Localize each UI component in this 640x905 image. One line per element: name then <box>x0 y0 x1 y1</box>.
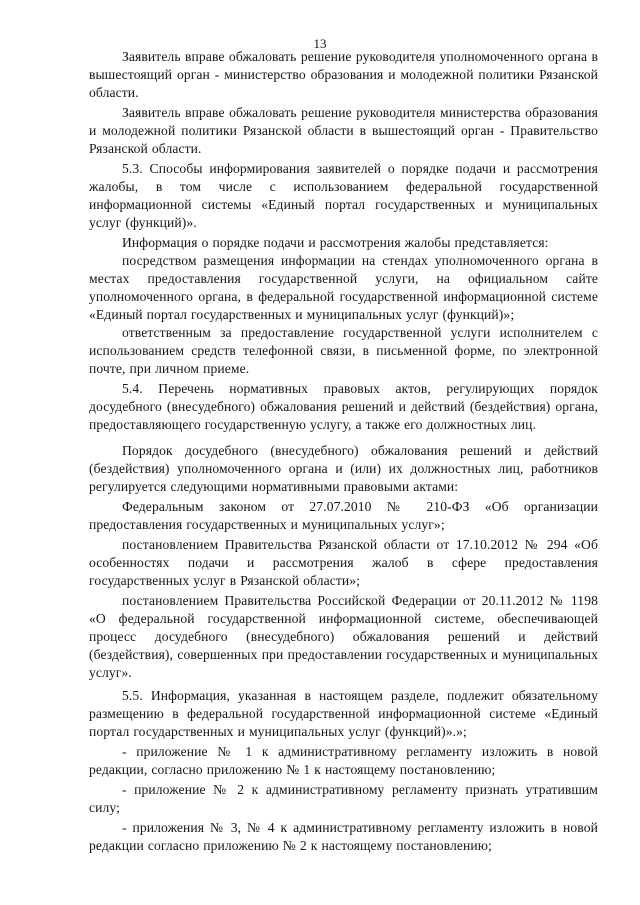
paragraph-information-provision: Информация о порядке подачи и рассмотрения жалобы представляется: <box>122 235 549 250</box>
document-body <box>89 48 598 855</box>
paragraph-responsible-executor: ответственным за предоставление государственной услуги исполнителем с использованием средств телефонной связи, в письменной форме, по электронной почте, при личном приеме. <box>89 325 598 376</box>
paragraph-appeal-to-government: Заявитель вправе обжаловать решение руководителя министерства образования и молодежной политики Рязанской области в вышестоящий орган - Правительство Рязанской области. <box>89 105 598 156</box>
paragraph-appendices-3-4: - приложения № 3, № 4 к административному регламенту изложить в новой редакции согласно приложению № 2 к настоящему постановлению; <box>89 820 598 853</box>
paragraph-appendix-2: - приложение № 2 к административному регламенту признать утратившим силу; <box>89 782 598 815</box>
paragraph-appeal-to-ministry: Заявитель вправе обжаловать решение руководителя уполномоченного органа в вышестоящий орган - министерство образования и молодежной политики Рязанской области. <box>89 49 598 100</box>
paragraph-rf-resolution: постановлением Правительства Российской Федерации от 20.11.2012 № 1198 «О федеральной государственной информационной системе, обеспечивающей процесс досудебного (внесудебного) обжалования решений и действий (бездействия), совершенных при предоставлении государственных и муниципальных услуг». <box>89 593 598 680</box>
paragraph-section-5-4: 5.4. Перечень нормативных правовых актов, регулирующих порядок досудебного (внесудебного) обжалования решений и действий (бездействия) органа, предоставляющего государственную услугу, а также его должностных лиц. <box>89 381 598 432</box>
paragraph-section-5-3: 5.3. Способы информирования заявителей о порядке подачи и рассмотрения жалобы, в том числе с использованием федеральной государственной информационной системы «Единый портал государственных и муниципальных услуг (функций)». <box>89 161 598 230</box>
page-number: 13 <box>313 36 327 51</box>
paragraph-federal-law: Федеральным законом от 27.07.2010 № 210-ФЗ «Об организации предоставления государственных и муниципальных услуг»; <box>89 499 598 532</box>
paragraph-appendix-1: - приложение № 1 к административному регламенту изложить в новой редакции, согласно приложению № 1 к настоящему постановлению; <box>89 744 598 777</box>
paragraph-ryazan-resolution: постановлением Правительства Рязанской области от 17.10.2012 № 294 «Об особенностях подачи и рассмотрения жалоб в сфере предоставления государственных услуг в Рязанской области»; <box>89 537 598 588</box>
paragraph-appeal-procedure: Порядок досудебного (внесудебного) обжалования решений и действий (бездействия) уполномоченного органа и (или) их должностных лиц, работников регулируется следующими нормативными правовыми актами: <box>89 443 598 494</box>
paragraph-information-stands: посредством размещения информации на стендах уполномоченного органа в местах предоставления государственной услуги, на официальном сайте уполномоченного органа, в федеральной государственной информационной системе «Единый портал государственных и муниципальных услуг (функций)»; <box>89 253 598 322</box>
paragraph-section-5-5: 5.5. Информация, указанная в настоящем разделе, подлежит обязательному размещению в федеральной государственной информационной системе «Единый портал государственных и муниципальных услуг (функций)».»; <box>89 688 598 739</box>
